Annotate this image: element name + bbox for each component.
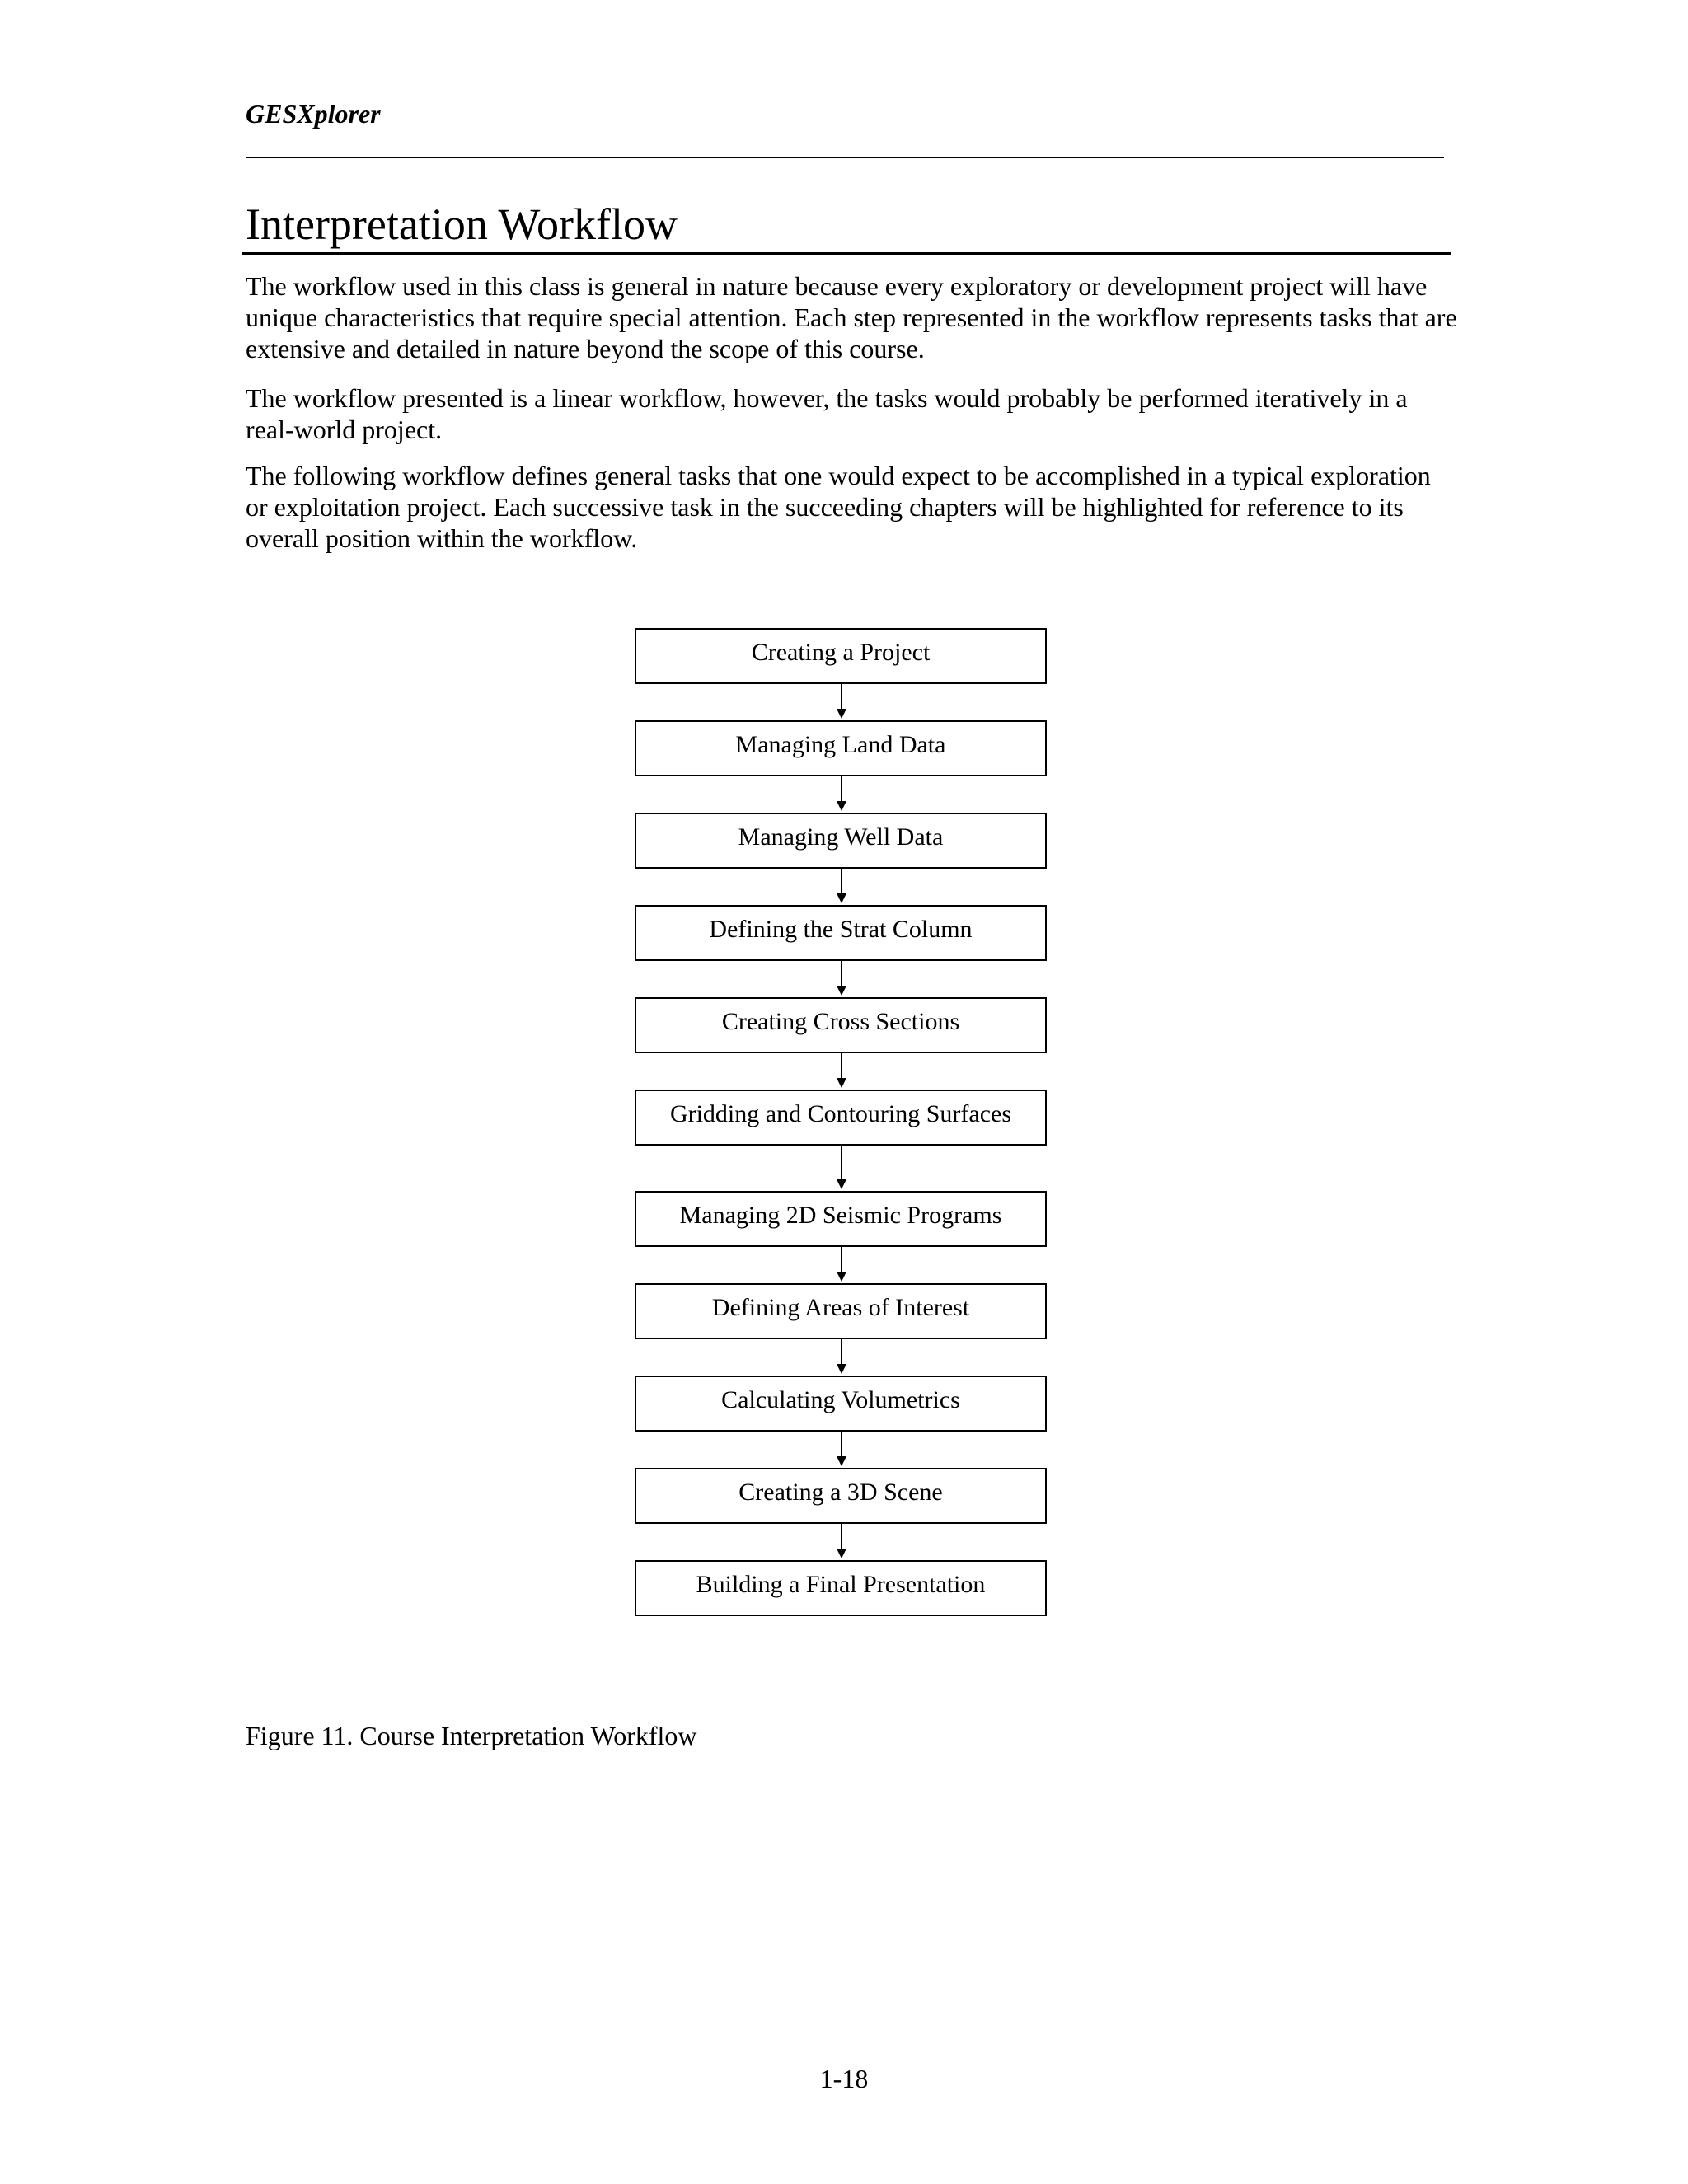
flow-arrow — [837, 684, 846, 720]
workflow-step-label: Managing Land Data — [735, 731, 946, 758]
flow-arrow-shaft — [841, 1524, 842, 1552]
workflow-step — [635, 905, 1047, 961]
figure-caption: Figure 11. Course Interpretation Workflow — [246, 1721, 697, 1750]
flow-arrow — [837, 1524, 846, 1560]
flow-arrow-head — [837, 1078, 846, 1088]
workflow-step-label: Defining Areas of Interest — [711, 1294, 970, 1321]
flow-arrow-shaft — [841, 1053, 842, 1081]
workflow-step — [635, 628, 1047, 684]
flow-arrow-head — [837, 1549, 846, 1558]
flow-arrow-shaft — [841, 1432, 842, 1460]
workflow-step-label: Building a Final Presentation — [696, 1571, 986, 1598]
page-title: Interpretation Workflow — [246, 199, 678, 249]
flow-arrow-shaft — [841, 684, 842, 712]
workflow-step — [635, 1191, 1047, 1247]
flow-arrow-head — [837, 1272, 846, 1282]
workflow-step — [635, 997, 1047, 1053]
flow-arrow-shaft — [841, 869, 842, 897]
workflow-step-label: Creating Cross Sections — [721, 1008, 960, 1035]
flow-arrow-head — [837, 893, 846, 903]
flow-arrow-shaft — [841, 1146, 842, 1183]
flow-arrow-shaft — [841, 961, 842, 989]
workflow-step — [635, 1468, 1047, 1524]
paragraph-intro: The workflow used in this class is general in nature because every exploratory or development project will have unique characteristics that require special attention. Each step represented in the workflow represents tasks that are extensive and detailed in nature beyond the scope of this course. — [246, 271, 1457, 363]
page-number: 1-18 — [819, 2064, 869, 2093]
paragraph-tasks: The following workflow defines general tasks that one would expect to be accomplished in a typical exploration or exploitation project. Each successive task in the succeeding chapters will be highlighted for reference to its overall position within the workflow. — [246, 461, 1431, 553]
flow-arrow-head — [837, 1364, 846, 1374]
workflow-step — [635, 813, 1047, 869]
flow-arrow — [837, 1053, 846, 1090]
flow-arrow-head — [837, 709, 846, 719]
flow-arrow-head — [837, 801, 846, 811]
running-header: GESXplorer — [246, 99, 381, 129]
flow-arrow — [837, 1146, 846, 1191]
flow-arrow-head — [837, 986, 846, 996]
flow-arrow — [837, 1432, 846, 1468]
title-rule — [242, 252, 1451, 255]
header-rule — [246, 157, 1444, 158]
flow-arrow-head — [837, 1179, 846, 1189]
workflow-step-label: Creating a 3D Scene — [738, 1479, 943, 1506]
workflow-step-label: Managing Well Data — [738, 823, 944, 851]
workflow-step-label: Gridding and Contouring Surfaces — [669, 1100, 1012, 1127]
workflow-step — [635, 1090, 1047, 1146]
flow-arrow-shaft — [841, 1339, 842, 1367]
workflow-step — [635, 1283, 1047, 1339]
workflow-step-label: Defining the Strat Column — [709, 916, 973, 943]
workflow-step-label: Calculating Volumetrics — [721, 1386, 960, 1413]
paragraph-linear: The workflow presented is a linear workflow, however, the tasks would probably be performed iteratively in a real-world project. — [246, 383, 1408, 444]
flow-arrow — [837, 869, 846, 905]
flow-arrow — [837, 1247, 846, 1283]
flow-arrow-shaft — [841, 1247, 842, 1275]
flow-arrow — [837, 776, 846, 813]
workflow-step — [635, 1376, 1047, 1432]
flow-arrow-shaft — [841, 776, 842, 804]
workflow-step-label: Creating a Project — [751, 639, 931, 666]
workflow-step — [635, 720, 1047, 776]
workflow-step — [635, 1560, 1047, 1616]
flow-arrow-head — [837, 1456, 846, 1466]
flow-arrow — [837, 961, 846, 997]
flow-arrow — [837, 1339, 846, 1376]
workflow-step-label: Managing 2D Seismic Programs — [679, 1202, 1002, 1229]
